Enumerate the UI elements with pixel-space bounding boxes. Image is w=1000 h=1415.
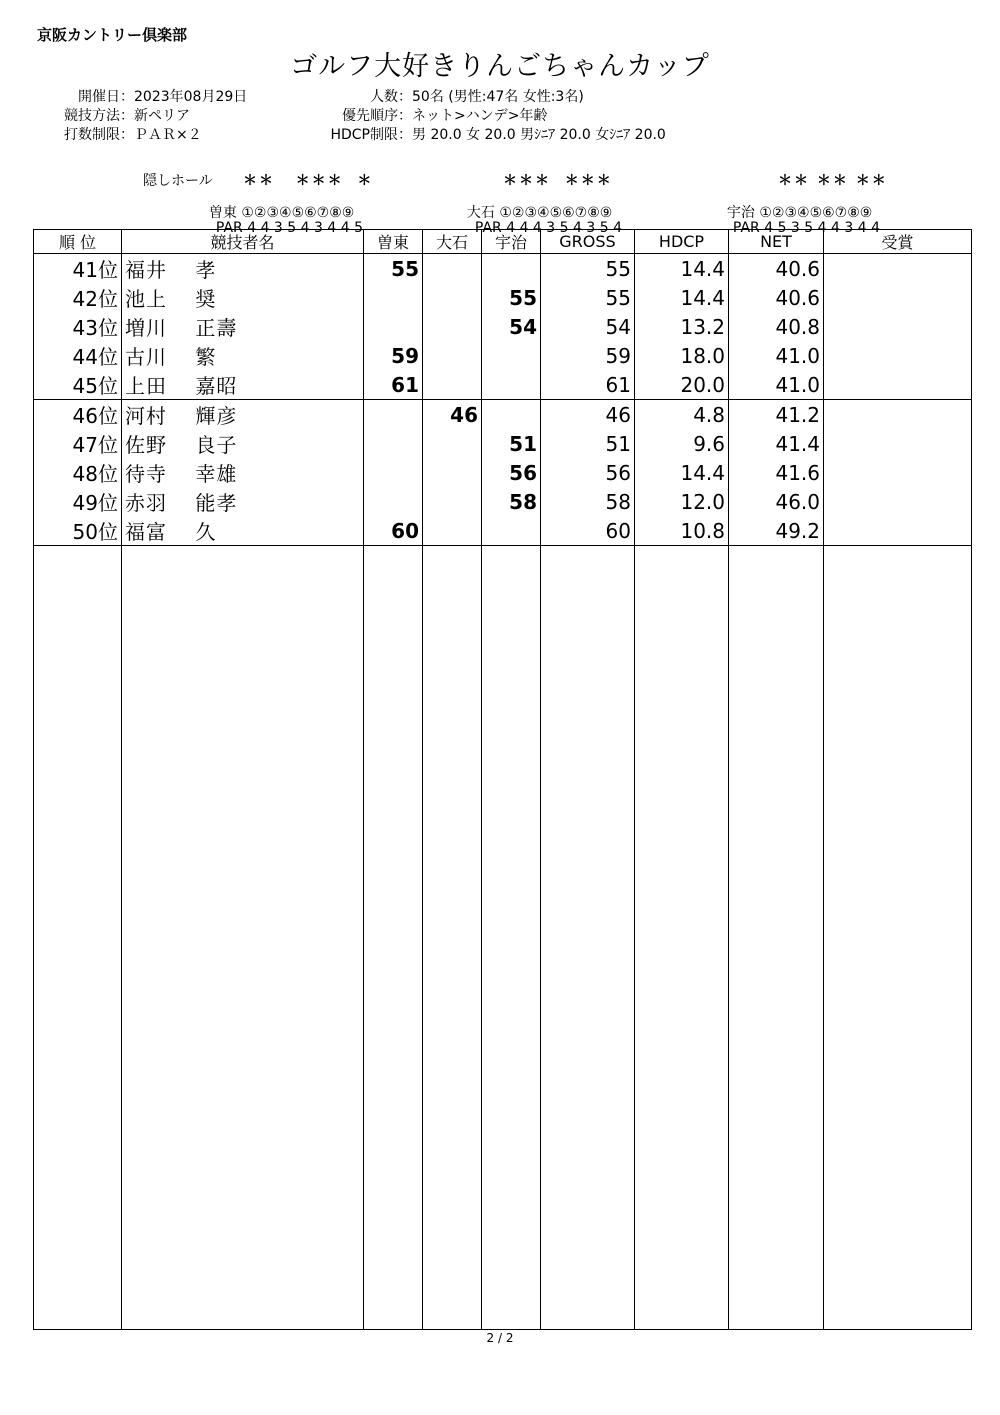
info-limit xyxy=(47,124,202,144)
par-label: PAR xyxy=(474,220,502,236)
cell-rank: 43位 xyxy=(34,312,122,341)
cell-sotou: 61 xyxy=(364,370,423,400)
results-table xyxy=(33,229,972,1330)
cell-oishi xyxy=(423,254,482,284)
cell-name: 福富 久 xyxy=(122,516,364,546)
empty-cell xyxy=(824,546,972,1330)
cell-gross: 61 xyxy=(541,370,635,400)
cell-uji xyxy=(482,341,541,370)
course-name-sotou: 曽東 xyxy=(208,205,237,221)
cell-net: 40.8 xyxy=(729,312,824,341)
par-label: PAR xyxy=(732,220,760,236)
cell-hdcp: 18.0 xyxy=(635,341,729,370)
hole-markers: ①②③④⑤⑥⑦⑧⑨ xyxy=(499,205,613,221)
cell-gross: 51 xyxy=(541,429,635,458)
cell-gross: 58 xyxy=(541,487,635,516)
cell-name: 福井 孝 xyxy=(122,254,364,284)
cell-oishi xyxy=(423,283,482,312)
info-priority xyxy=(310,105,547,125)
cell-net: 41.2 xyxy=(729,400,824,430)
priority-label: 優先順序 xyxy=(342,108,398,124)
cell-net: 46.0 xyxy=(729,487,824,516)
cell-rank: 41位 xyxy=(34,254,122,284)
date-value: ：2023年08月29日 xyxy=(120,89,248,105)
cell-oishi xyxy=(423,370,482,400)
cell-rank: 42位 xyxy=(34,283,122,312)
cell-rank: 50位 xyxy=(34,516,122,546)
header-hdcp: HDCP xyxy=(635,230,729,254)
empty-filler-row xyxy=(34,546,972,1330)
page-title: ゴルフ大好きりんごちゃんカップ xyxy=(290,51,710,82)
cell-rank: 47位 xyxy=(34,429,122,458)
hidden-stars-sotou: ＊＊ ＊＊＊ ＊ xyxy=(243,173,374,189)
header-sotou: 曽東 xyxy=(364,230,423,254)
header-uji: 宇治 xyxy=(482,230,541,254)
cell-oishi xyxy=(423,429,482,458)
cell-net: 41.0 xyxy=(729,370,824,400)
cell-oishi xyxy=(423,341,482,370)
cell-hdcp: 12.0 xyxy=(635,487,729,516)
table-header-row xyxy=(34,230,972,254)
empty-cell xyxy=(423,546,482,1330)
cell-sotou xyxy=(364,487,423,516)
hole-markers: ①②③④⑤⑥⑦⑧⑨ xyxy=(241,205,355,221)
hdcp-label: HDCP制限 xyxy=(330,127,398,143)
empty-cell xyxy=(541,546,635,1330)
empty-cell xyxy=(635,546,729,1330)
cell-sotou: 60 xyxy=(364,516,423,546)
cell-award xyxy=(824,312,972,341)
cell-uji: 55 xyxy=(482,283,541,312)
cell-hdcp: 9.6 xyxy=(635,429,729,458)
cell-gross: 54 xyxy=(541,312,635,341)
limit-value: ：ＰＡＲ×２ xyxy=(120,127,202,143)
cell-net: 40.6 xyxy=(729,254,824,284)
hole-markers: ①②③④⑤⑥⑦⑧⑨ xyxy=(759,205,873,221)
cell-net: 41.0 xyxy=(729,341,824,370)
cell-oishi xyxy=(423,516,482,546)
cell-name: 赤羽 能孝 xyxy=(122,487,364,516)
limit-label: 打数制限 xyxy=(64,127,120,143)
cell-oishi xyxy=(423,487,482,516)
cell-net: 49.2 xyxy=(729,516,824,546)
cell-uji: 56 xyxy=(482,458,541,487)
course-name-oishi: 大石 xyxy=(466,205,495,221)
cell-rank: 49位 xyxy=(34,487,122,516)
header-rank: 順 位 xyxy=(34,230,122,254)
cell-hdcp: 10.8 xyxy=(635,516,729,546)
header-net: NET xyxy=(729,230,824,254)
cell-net: 41.4 xyxy=(729,429,824,458)
priority-value: ：ネット>ハンデ>年齢 xyxy=(398,108,548,124)
cell-oishi xyxy=(423,312,482,341)
date-label: 開催日 xyxy=(78,89,120,105)
table-row xyxy=(34,254,972,284)
header-gross: GROSS xyxy=(541,230,635,254)
empty-cell xyxy=(482,546,541,1330)
cell-name: 古川 繁 xyxy=(122,341,364,370)
cell-sotou xyxy=(364,283,423,312)
table-row xyxy=(34,429,972,458)
cell-rank: 48位 xyxy=(34,458,122,487)
header-oishi: 大石 xyxy=(423,230,482,254)
cell-uji xyxy=(482,400,541,430)
empty-cell xyxy=(364,546,423,1330)
cell-award xyxy=(824,283,972,312)
par-label: PAR xyxy=(215,220,243,236)
info-date xyxy=(47,86,247,106)
cell-sotou xyxy=(364,312,423,341)
cell-name: 待寺 幸雄 xyxy=(122,458,364,487)
info-count xyxy=(310,86,584,106)
table-row xyxy=(34,283,972,312)
cell-gross: 60 xyxy=(541,516,635,546)
cell-name: 増川 正壽 xyxy=(122,312,364,341)
par-values: 4 4 4 3 5 4 3 5 4 xyxy=(506,220,622,236)
course-name-uji: 宇治 xyxy=(726,205,755,221)
table-row xyxy=(34,400,972,430)
cell-uji xyxy=(482,370,541,400)
cell-hdcp: 13.2 xyxy=(635,312,729,341)
cell-sotou xyxy=(364,400,423,430)
cell-oishi: 46 xyxy=(423,400,482,430)
table-row xyxy=(34,487,972,516)
cell-sotou xyxy=(364,458,423,487)
cell-sotou xyxy=(364,429,423,458)
cell-rank: 46位 xyxy=(34,400,122,430)
club-name: 京阪カントリー倶楽部 xyxy=(37,26,188,44)
empty-cell xyxy=(122,546,364,1330)
cell-gross: 55 xyxy=(541,283,635,312)
cell-award xyxy=(824,516,972,546)
cell-name: 佐野 良子 xyxy=(122,429,364,458)
cell-rank: 44位 xyxy=(34,341,122,370)
count-label: 人数 xyxy=(370,89,398,105)
cell-award xyxy=(824,429,972,458)
par-values: 4 4 3 5 4 3 4 4 5 xyxy=(247,220,363,236)
cell-award xyxy=(824,458,972,487)
table-row xyxy=(34,341,972,370)
cell-name: 池上 奨 xyxy=(122,283,364,312)
cell-oishi xyxy=(423,458,482,487)
cell-gross: 46 xyxy=(541,400,635,430)
header-award: 受賞 xyxy=(824,230,972,254)
cell-uji xyxy=(482,254,541,284)
cell-award xyxy=(824,341,972,370)
cell-award xyxy=(824,400,972,430)
cell-award xyxy=(824,487,972,516)
cell-uji: 54 xyxy=(482,312,541,341)
info-hdcp xyxy=(310,124,666,144)
cell-gross: 56 xyxy=(541,458,635,487)
header-player-name: 競技者名 xyxy=(122,230,364,254)
hidden-stars-oishi: ＊＊＊ ＊＊＊ xyxy=(503,173,613,189)
method-label: 競技方法 xyxy=(64,108,120,124)
cell-hdcp: 14.4 xyxy=(635,254,729,284)
table-row xyxy=(34,312,972,341)
cell-gross: 59 xyxy=(541,341,635,370)
hidden-stars-uji: ＊＊ ＊＊ ＊＊ xyxy=(778,173,888,189)
page-number: 2 / 2 xyxy=(486,1331,514,1345)
cell-hdcp: 14.4 xyxy=(635,283,729,312)
hdcp-value: ：男 20.0 女 20.0 男ｼﾆｱ 20.0 女ｼﾆｱ 20.0 xyxy=(398,127,666,143)
table-row xyxy=(34,370,972,400)
cell-uji: 58 xyxy=(482,487,541,516)
cell-sotou: 55 xyxy=(364,254,423,284)
cell-award xyxy=(824,370,972,400)
info-method xyxy=(47,105,190,125)
cell-name: 河村 輝彦 xyxy=(122,400,364,430)
empty-cell xyxy=(34,546,122,1330)
cell-award xyxy=(824,254,972,284)
cell-rank: 45位 xyxy=(34,370,122,400)
par-values: 4 5 3 5 4 4 3 4 4 xyxy=(764,220,880,236)
count-value: ：50名 (男性:47名 女性:3名) xyxy=(398,89,584,105)
cell-gross: 55 xyxy=(541,254,635,284)
cell-name: 上田 嘉昭 xyxy=(122,370,364,400)
empty-cell xyxy=(729,546,824,1330)
cell-hdcp: 20.0 xyxy=(635,370,729,400)
cell-uji xyxy=(482,516,541,546)
cell-hdcp: 4.8 xyxy=(635,400,729,430)
cell-sotou: 59 xyxy=(364,341,423,370)
hidden-hole-label: 隠しホール xyxy=(143,173,213,189)
table-row xyxy=(34,458,972,487)
cell-net: 40.6 xyxy=(729,283,824,312)
cell-net: 41.6 xyxy=(729,458,824,487)
cell-hdcp: 14.4 xyxy=(635,458,729,487)
table-row xyxy=(34,516,972,546)
cell-uji: 51 xyxy=(482,429,541,458)
method-value: ：新ペリア xyxy=(120,108,190,124)
